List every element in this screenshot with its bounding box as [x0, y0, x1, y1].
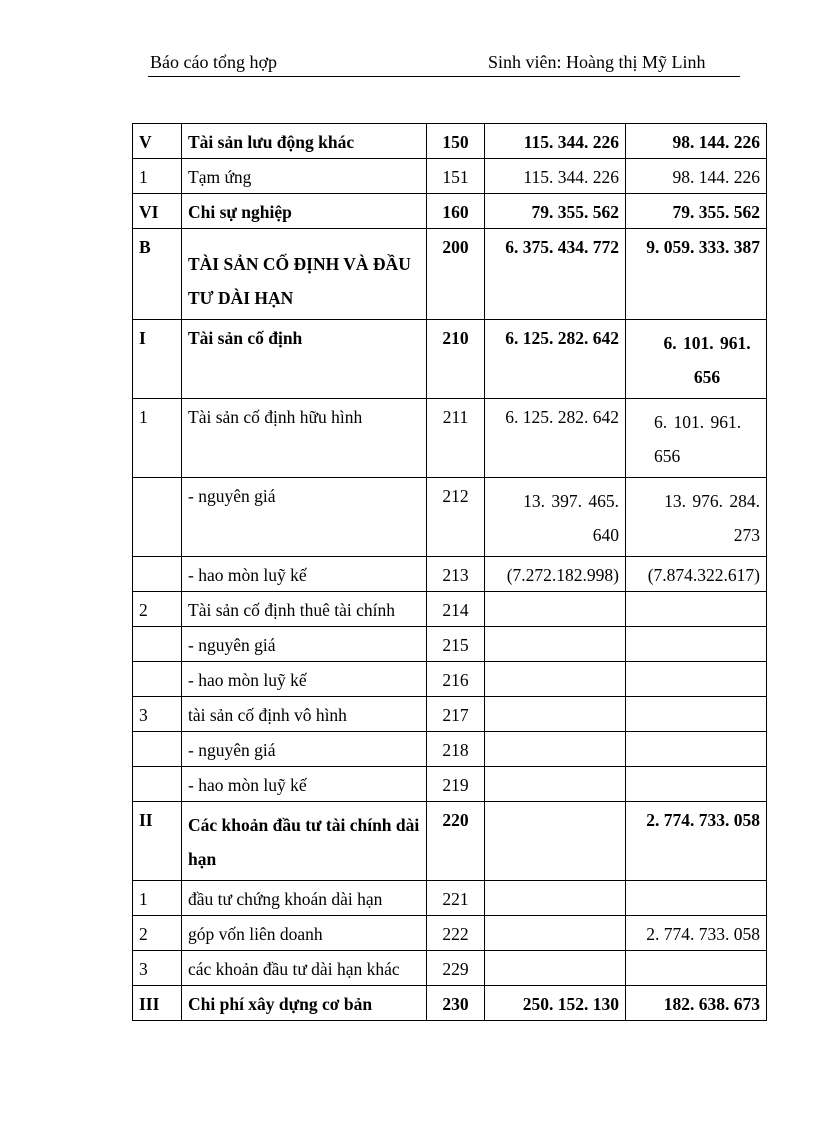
table-row	[133, 881, 767, 916]
row-value-end: (7.874.322.617)	[626, 557, 767, 592]
row-code: 229	[427, 951, 485, 986]
row-code: 160	[427, 194, 485, 229]
table-row	[133, 592, 767, 627]
table-row	[133, 399, 767, 478]
row-index	[133, 767, 182, 802]
row-index: II	[133, 802, 182, 881]
table-row	[133, 194, 767, 229]
row-value-start	[485, 767, 626, 802]
student-name: Sinh viên: Hoàng thị Mỹ Linh	[488, 52, 706, 72]
row-item: góp vốn liên doanh	[182, 916, 427, 951]
row-item: đầu tư chứng khoán dài hạn	[182, 881, 427, 916]
row-code: 222	[427, 916, 485, 951]
row-item: - nguyên giá	[182, 732, 427, 767]
row-value-end: 13. 976. 284. 273	[626, 478, 767, 557]
row-value-end	[626, 732, 767, 767]
header-rule	[148, 76, 740, 77]
table-row	[133, 557, 767, 592]
row-item: Chi phí xây dựng cơ bản	[182, 986, 427, 1021]
row-code: 215	[427, 627, 485, 662]
table-row	[133, 229, 767, 320]
row-index: 3	[133, 951, 182, 986]
report-title: Báo cáo tổng hợp	[150, 52, 277, 72]
row-value-start: (7.272.182.998)	[485, 557, 626, 592]
row-value-start: 6. 375. 434. 772	[485, 229, 626, 320]
row-code: 151	[427, 159, 485, 194]
balance-sheet-table	[132, 123, 767, 1021]
row-value-end: 98. 144. 226	[626, 124, 767, 159]
row-code: 211	[427, 399, 485, 478]
row-value-start: 115. 344. 226	[485, 159, 626, 194]
row-code: 216	[427, 662, 485, 697]
row-code: 210	[427, 320, 485, 399]
row-item: TÀI SẢN CỐ ĐỊNH VÀ ĐẦU TƯ DÀI HẠN	[182, 229, 427, 320]
table-row	[133, 916, 767, 951]
row-item: - nguyên giá	[182, 478, 427, 557]
row-item: Tài sản lưu động khác	[182, 124, 427, 159]
table-row	[133, 320, 767, 399]
row-index: B	[133, 229, 182, 320]
row-code: 212	[427, 478, 485, 557]
row-value-end	[626, 881, 767, 916]
row-value-start	[485, 802, 626, 881]
table-row	[133, 124, 767, 159]
table-row	[133, 627, 767, 662]
row-value-end: 6. 101. 961. 656	[626, 399, 767, 478]
row-value-start	[485, 662, 626, 697]
row-item: Tài sản cố định	[182, 320, 427, 399]
row-index: 2	[133, 592, 182, 627]
row-value-start: 6. 125. 282. 642	[485, 320, 626, 399]
table-row	[133, 767, 767, 802]
row-code: 221	[427, 881, 485, 916]
table-row	[133, 802, 767, 881]
row-item: Chi sự nghiệp	[182, 194, 427, 229]
row-item: các khoản đầu tư dài hạn khác	[182, 951, 427, 986]
row-value-start	[485, 881, 626, 916]
row-code: 200	[427, 229, 485, 320]
row-code: 214	[427, 592, 485, 627]
row-item: tài sản cố định vô hình	[182, 697, 427, 732]
table-row	[133, 478, 767, 557]
row-index: III	[133, 986, 182, 1021]
row-value-start	[485, 951, 626, 986]
row-item: Các khoản đầu tư tài chính dài hạn	[182, 802, 427, 881]
row-code: 213	[427, 557, 485, 592]
row-index: 1	[133, 881, 182, 916]
page-header	[148, 50, 740, 78]
row-value-end	[626, 697, 767, 732]
row-item: Tạm ứng	[182, 159, 427, 194]
row-value-end	[626, 951, 767, 986]
row-value-start	[485, 732, 626, 767]
row-value-start	[485, 916, 626, 951]
row-value-end: 182. 638. 673	[626, 986, 767, 1021]
row-index	[133, 627, 182, 662]
row-item: - hao mòn luỹ kế	[182, 557, 427, 592]
row-index: V	[133, 124, 182, 159]
row-index: I	[133, 320, 182, 399]
row-value-start: 250. 152. 130	[485, 986, 626, 1021]
row-item: - nguyên giá	[182, 627, 427, 662]
row-value-end	[626, 662, 767, 697]
row-index: 3	[133, 697, 182, 732]
table-row	[133, 697, 767, 732]
row-value-start: 79. 355. 562	[485, 194, 626, 229]
row-index: 1	[133, 399, 182, 478]
row-code: 218	[427, 732, 485, 767]
row-value-end: 9. 059. 333. 387	[626, 229, 767, 320]
row-value-start	[485, 627, 626, 662]
row-code: 150	[427, 124, 485, 159]
row-index: VI	[133, 194, 182, 229]
row-index	[133, 478, 182, 557]
row-index	[133, 557, 182, 592]
row-value-start	[485, 697, 626, 732]
row-item: Tài sản cố định thuê tài chính	[182, 592, 427, 627]
row-value-end	[626, 627, 767, 662]
row-index	[133, 732, 182, 767]
row-value-end: 98. 144. 226	[626, 159, 767, 194]
row-item: - hao mòn luỹ kế	[182, 767, 427, 802]
row-value-end: 6. 101. 961. 656	[626, 320, 767, 399]
table-row	[133, 662, 767, 697]
row-value-end	[626, 767, 767, 802]
table-row	[133, 159, 767, 194]
row-item: Tài sản cố định hữu hình	[182, 399, 427, 478]
row-code: 217	[427, 697, 485, 732]
row-value-end: 2. 774. 733. 058	[626, 802, 767, 881]
table-row	[133, 951, 767, 986]
table-row	[133, 732, 767, 767]
row-code: 220	[427, 802, 485, 881]
row-value-end	[626, 592, 767, 627]
row-code: 219	[427, 767, 485, 802]
table-row	[133, 986, 767, 1021]
row-value-start: 115. 344. 226	[485, 124, 626, 159]
row-index: 1	[133, 159, 182, 194]
row-value-start: 13. 397. 465. 640	[485, 478, 626, 557]
row-value-end: 2. 774. 733. 058	[626, 916, 767, 951]
row-value-end: 79. 355. 562	[626, 194, 767, 229]
row-index	[133, 662, 182, 697]
row-code: 230	[427, 986, 485, 1021]
row-value-start	[485, 592, 626, 627]
row-index: 2	[133, 916, 182, 951]
row-value-start: 6. 125. 282. 642	[485, 399, 626, 478]
row-item: - hao mòn luỹ kế	[182, 662, 427, 697]
